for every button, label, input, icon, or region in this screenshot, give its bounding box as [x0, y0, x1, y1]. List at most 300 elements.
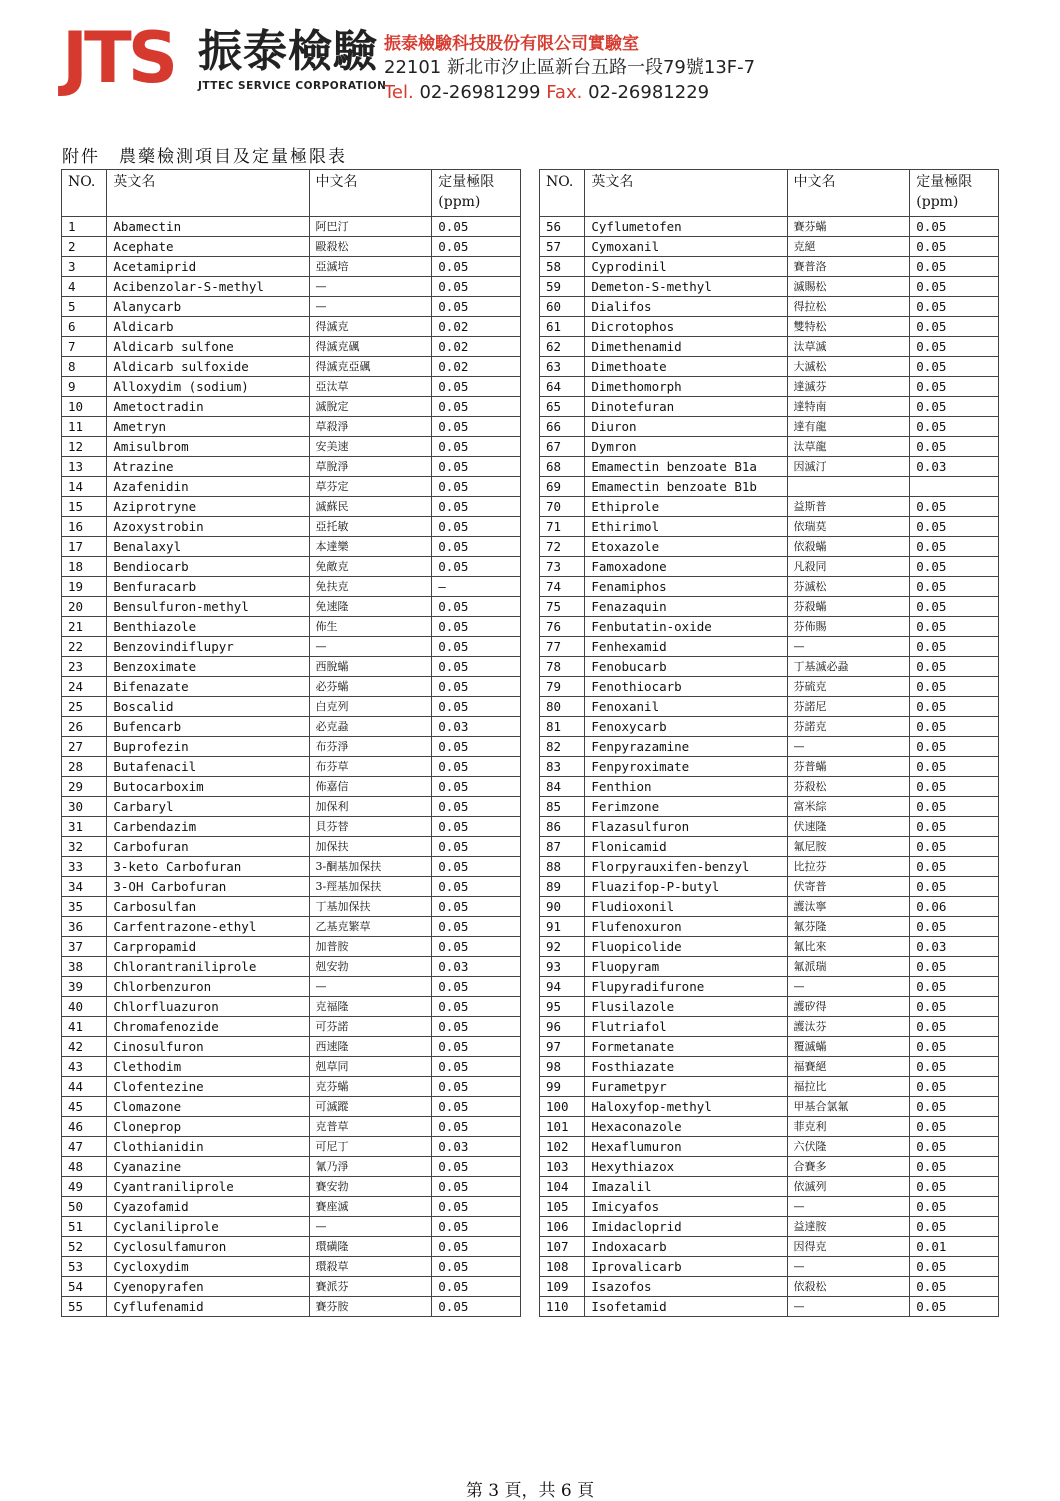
- header-limit-unit: (ppm): [916, 194, 959, 210]
- chinese-name: 亞托敏: [309, 517, 432, 537]
- english-name: Aldicarb sulfone: [107, 337, 309, 357]
- quantitation-limit: 0.05: [432, 617, 521, 637]
- table-row: [540, 257, 999, 277]
- table-row: [540, 477, 999, 497]
- quantitation-limit: 0.05: [910, 397, 999, 417]
- table-row: [62, 597, 521, 617]
- quantitation-limit: 0.05: [910, 1277, 999, 1297]
- row-number: 81: [540, 717, 585, 737]
- table-row: [62, 1237, 521, 1257]
- english-name: Azafenidin: [107, 477, 309, 497]
- header-limit-unit: (ppm): [438, 194, 481, 210]
- quantitation-limit: 0.05: [910, 757, 999, 777]
- chinese-name: 富米綜: [787, 797, 910, 817]
- english-name: Ethiprole: [585, 497, 787, 517]
- english-name: Hexaflumuron: [585, 1137, 787, 1157]
- chinese-name: 益達胺: [787, 1217, 910, 1237]
- row-number: 35: [62, 897, 107, 917]
- row-number: 79: [540, 677, 585, 697]
- quantitation-limit: 0.05: [910, 857, 999, 877]
- quantitation-limit: 0.05: [910, 1117, 999, 1137]
- page-footer: 第 3 頁，共 6 頁: [465, 1481, 595, 1501]
- chinese-name: 得拉松: [787, 297, 910, 317]
- chinese-name: 賽安勃: [309, 1177, 432, 1197]
- english-name: Cinosulfuron: [107, 1037, 309, 1057]
- company-name: 振泰檢驗科技股份有限公司實驗室: [384, 34, 639, 54]
- quantitation-limit: 0.05: [432, 277, 521, 297]
- quantitation-limit: 0.03: [432, 717, 521, 737]
- quantitation-limit: 0.05: [910, 517, 999, 537]
- table-row: [62, 457, 521, 477]
- quantitation-limit: 0.05: [910, 957, 999, 977]
- table-row: [540, 1137, 999, 1157]
- english-name: Fenothiocarb: [585, 677, 787, 697]
- chinese-name: 賽座滅: [309, 1197, 432, 1217]
- english-name: Amisulbrom: [107, 437, 309, 457]
- quantitation-limit: 0.05: [910, 997, 999, 1017]
- english-name: Cyprodinil: [585, 257, 787, 277]
- chinese-name: 覆滅蟎: [787, 1037, 910, 1057]
- table-row: [540, 1197, 999, 1217]
- table-row: [62, 1137, 521, 1157]
- row-number: 68: [540, 457, 585, 477]
- quantitation-limit: 0.03: [432, 1137, 521, 1157]
- chinese-name: 依滅列: [787, 1177, 910, 1197]
- chinese-name: 達特南: [787, 397, 910, 417]
- english-name: Flupyradifurone: [585, 977, 787, 997]
- quantitation-limit: 0.05: [910, 837, 999, 857]
- table-row: [62, 497, 521, 517]
- quantitation-limit: 0.05: [432, 1217, 521, 1237]
- row-number: 13: [62, 457, 107, 477]
- quantitation-limit: 0.05: [432, 1057, 521, 1077]
- english-name: Acetamiprid: [107, 257, 309, 277]
- row-number: 90: [540, 897, 585, 917]
- quantitation-limit: 0.05: [432, 857, 521, 877]
- table-row: [540, 937, 999, 957]
- brand-name-en: JTTEC SERVICE CORPORATION: [198, 80, 387, 92]
- table-row: [62, 1097, 521, 1117]
- row-number: 70: [540, 497, 585, 517]
- english-name: Fenbutatin-oxide: [585, 617, 787, 637]
- quantitation-limit: 0.05: [910, 1177, 999, 1197]
- quantitation-limit: 0.05: [432, 657, 521, 677]
- table-row: [62, 717, 521, 737]
- english-name: Aldicarb: [107, 317, 309, 337]
- english-name: Carbofuran: [107, 837, 309, 857]
- quantitation-limit: 0.05: [910, 257, 999, 277]
- chinese-name: 滅賜松: [787, 277, 910, 297]
- chinese-name: 安美速: [309, 437, 432, 457]
- row-number: 89: [540, 877, 585, 897]
- row-number: 1: [62, 217, 107, 237]
- quantitation-limit: 0.05: [432, 1037, 521, 1057]
- header-no: NO.: [62, 170, 107, 217]
- row-number: 19: [62, 577, 107, 597]
- table-row: [62, 1217, 521, 1237]
- english-name: Carpropamid: [107, 937, 309, 957]
- chinese-name: 佈生: [309, 617, 432, 637]
- table-row: [540, 1177, 999, 1197]
- table-row: [62, 577, 521, 597]
- english-name: Clomazone: [107, 1097, 309, 1117]
- chinese-name: 達有龍: [787, 417, 910, 437]
- table-row: [540, 1277, 999, 1297]
- table-row: [62, 1277, 521, 1297]
- chinese-name: 伏寄普: [787, 877, 910, 897]
- english-name: Cyflumetofen: [585, 217, 787, 237]
- chinese-name: —: [309, 977, 432, 997]
- row-number: 106: [540, 1217, 585, 1237]
- quantitation-limit: 0.05: [432, 837, 521, 857]
- table-body-right: [540, 217, 999, 1317]
- quantitation-limit: 0.02: [432, 357, 521, 377]
- table-row: [62, 217, 521, 237]
- quantitation-limit: 0.05: [910, 297, 999, 317]
- quantitation-limit: 0.05: [910, 977, 999, 997]
- row-number: 24: [62, 677, 107, 697]
- english-name: Cymoxanil: [585, 237, 787, 257]
- table-row: [62, 377, 521, 397]
- quantitation-limit: 0.05: [910, 497, 999, 517]
- row-number: 60: [540, 297, 585, 317]
- fax-number: 02-26981229: [588, 82, 710, 103]
- english-name: Indoxacarb: [585, 1237, 787, 1257]
- table-row: [62, 777, 521, 797]
- quantitation-limit: 0.05: [910, 1197, 999, 1217]
- chinese-name: —: [787, 1257, 910, 1277]
- row-number: 57: [540, 237, 585, 257]
- english-name: Clothianidin: [107, 1137, 309, 1157]
- table-row: [540, 957, 999, 977]
- english-name: Benalaxyl: [107, 537, 309, 557]
- row-number: 94: [540, 977, 585, 997]
- chinese-name: 芬諾克: [787, 717, 910, 737]
- quantitation-limit: 0.05: [910, 417, 999, 437]
- table-header-row: [62, 170, 521, 217]
- row-number: 76: [540, 617, 585, 637]
- table-row: [62, 317, 521, 337]
- chinese-name: 比拉芬: [787, 857, 910, 877]
- row-number: 44: [62, 1077, 107, 1097]
- english-name: Alanycarb: [107, 297, 309, 317]
- quantitation-limit: 0.05: [432, 1097, 521, 1117]
- english-name: Fenpyroximate: [585, 757, 787, 777]
- chinese-name: —: [787, 977, 910, 997]
- chinese-name: 依殺松: [787, 1277, 910, 1297]
- chinese-name: 得滅克: [309, 317, 432, 337]
- row-number: 30: [62, 797, 107, 817]
- quantitation-limit: 0.05: [910, 357, 999, 377]
- quantitation-limit: 0.05: [432, 477, 521, 497]
- table-row: [540, 557, 999, 577]
- row-number: 56: [540, 217, 585, 237]
- quantitation-limit: 0.05: [910, 377, 999, 397]
- quantitation-limit: 0.05: [432, 797, 521, 817]
- quantitation-limit: 0.05: [432, 697, 521, 717]
- row-number: 18: [62, 557, 107, 577]
- row-number: 104: [540, 1177, 585, 1197]
- row-number: 50: [62, 1197, 107, 1217]
- row-number: 52: [62, 1237, 107, 1257]
- row-number: 72: [540, 537, 585, 557]
- chinese-name: —: [309, 1217, 432, 1237]
- english-name: Cyflufenamid: [107, 1297, 309, 1317]
- table-row: [540, 577, 999, 597]
- chinese-name: 甲基合氯氟: [787, 1097, 910, 1117]
- row-number: 110: [540, 1297, 585, 1317]
- brand-name-cn: 振泰檢驗: [198, 26, 378, 77]
- row-number: 82: [540, 737, 585, 757]
- english-name: Fludioxonil: [585, 897, 787, 917]
- row-number: 87: [540, 837, 585, 857]
- quantitation-limit: 0.05: [910, 597, 999, 617]
- table-row: [62, 617, 521, 637]
- english-name: Haloxyfop-methyl: [585, 1097, 787, 1117]
- chinese-name: 克芬蟎: [309, 1077, 432, 1097]
- quantitation-limit: 0.05: [432, 757, 521, 777]
- quantitation-limit: 0.05: [432, 1197, 521, 1217]
- pesticide-table-right: [539, 169, 999, 1317]
- english-name: Azoxystrobin: [107, 517, 309, 537]
- row-number: 59: [540, 277, 585, 297]
- english-name: Iprovalicarb: [585, 1257, 787, 1277]
- row-number: 105: [540, 1197, 585, 1217]
- english-name: Ferimzone: [585, 797, 787, 817]
- table-row: [540, 897, 999, 917]
- english-name: Dicrotophos: [585, 317, 787, 337]
- quantitation-limit: 0.05: [910, 1057, 999, 1077]
- quantitation-limit: 0.05: [910, 777, 999, 797]
- table-row: [62, 857, 521, 877]
- table-row: [62, 1117, 521, 1137]
- row-number: 95: [540, 997, 585, 1017]
- english-name: Cycloxydim: [107, 1257, 309, 1277]
- english-name: Fenoxycarb: [585, 717, 787, 737]
- quantitation-limit: 0.05: [432, 977, 521, 997]
- chinese-name: 剋安勃: [309, 957, 432, 977]
- row-number: 100: [540, 1097, 585, 1117]
- chinese-name: 依殺蟎: [787, 537, 910, 557]
- chinese-name: 芬硫克: [787, 677, 910, 697]
- table-row: [540, 1237, 999, 1257]
- row-number: 20: [62, 597, 107, 617]
- quantitation-limit: 0.05: [910, 1137, 999, 1157]
- quantitation-limit: 0.03: [432, 957, 521, 977]
- row-number: 69: [540, 477, 585, 497]
- english-name: Dimethomorph: [585, 377, 787, 397]
- quantitation-limit: 0.05: [432, 557, 521, 577]
- english-name: Fluazifop-P-butyl: [585, 877, 787, 897]
- english-name: Bifenazate: [107, 677, 309, 697]
- row-number: 27: [62, 737, 107, 757]
- row-number: 16: [62, 517, 107, 537]
- chinese-name: 西速隆: [309, 1037, 432, 1057]
- company-address: 22101 新北市汐止區新台五路一段79號13F-7: [384, 57, 756, 78]
- row-number: 29: [62, 777, 107, 797]
- table-row: [540, 277, 999, 297]
- row-number: 9: [62, 377, 107, 397]
- row-number: 101: [540, 1117, 585, 1137]
- row-number: 6: [62, 317, 107, 337]
- row-number: 33: [62, 857, 107, 877]
- quantitation-limit: 0.05: [910, 337, 999, 357]
- english-name: Dialifos: [585, 297, 787, 317]
- table-row: [62, 797, 521, 817]
- quantitation-limit: 0.05: [910, 677, 999, 697]
- chinese-name: 草殺淨: [309, 417, 432, 437]
- table-row: [540, 217, 999, 237]
- chinese-name: 氰乃淨: [309, 1157, 432, 1177]
- chinese-name: 雙特松: [787, 317, 910, 337]
- quantitation-limit: 0.05: [910, 577, 999, 597]
- quantitation-limit: 0.05: [432, 517, 521, 537]
- quantitation-limit: 0.05: [432, 997, 521, 1017]
- table-row: [62, 1017, 521, 1037]
- quantitation-limit: 0.05: [910, 797, 999, 817]
- english-name: Imidacloprid: [585, 1217, 787, 1237]
- english-name: Chlorbenzuron: [107, 977, 309, 997]
- quantitation-limit: 0.05: [432, 1117, 521, 1137]
- table-row: [62, 917, 521, 937]
- quantitation-limit: 0.05: [910, 737, 999, 757]
- quantitation-limit: 0.05: [432, 777, 521, 797]
- english-name: Chromafenozide: [107, 1017, 309, 1037]
- chinese-name: 因滅汀: [787, 457, 910, 477]
- english-name: Butocarboxim: [107, 777, 309, 797]
- chinese-name: 免扶克: [309, 577, 432, 597]
- chinese-name: 3-羥基加保扶: [309, 877, 432, 897]
- table-row: [540, 717, 999, 737]
- english-name: Dimethenamid: [585, 337, 787, 357]
- row-number: 17: [62, 537, 107, 557]
- table-row: [62, 257, 521, 277]
- chinese-name: 亞滅培: [309, 257, 432, 277]
- english-name: Fenobucarb: [585, 657, 787, 677]
- chinese-name: 可芬諾: [309, 1017, 432, 1037]
- english-name: Bufencarb: [107, 717, 309, 737]
- table-row: [540, 1117, 999, 1137]
- english-name: Carbaryl: [107, 797, 309, 817]
- english-name: Benzovindiflupyr: [107, 637, 309, 657]
- english-name: Formetanate: [585, 1037, 787, 1057]
- english-name: Benzoximate: [107, 657, 309, 677]
- chinese-name: 芬諾尼: [787, 697, 910, 717]
- quantitation-limit: 0.05: [432, 417, 521, 437]
- chinese-name: 氟尼胺: [787, 837, 910, 857]
- header-limit: [432, 170, 521, 217]
- row-number: 91: [540, 917, 585, 937]
- chinese-name: 必芬蟎: [309, 677, 432, 697]
- table-row: [62, 657, 521, 677]
- row-number: 49: [62, 1177, 107, 1197]
- quantitation-limit: 0.05: [910, 1297, 999, 1317]
- quantitation-limit: 0.05: [432, 597, 521, 617]
- fax-label: Fax.: [546, 82, 583, 103]
- quantitation-limit: 0.05: [910, 237, 999, 257]
- chinese-name: —: [787, 637, 910, 657]
- row-number: 93: [540, 957, 585, 977]
- row-number: 99: [540, 1077, 585, 1097]
- quantitation-limit: 0.05: [432, 457, 521, 477]
- english-name: Imazalil: [585, 1177, 787, 1197]
- table-row: [62, 1157, 521, 1177]
- row-number: 73: [540, 557, 585, 577]
- row-number: 61: [540, 317, 585, 337]
- english-name: Aziprotryne: [107, 497, 309, 517]
- chinese-name: 西脫蟎: [309, 657, 432, 677]
- header-english-name: 英文名: [585, 170, 787, 217]
- row-number: 71: [540, 517, 585, 537]
- row-number: 78: [540, 657, 585, 677]
- quantitation-limit: 0.05: [910, 317, 999, 337]
- row-number: 64: [540, 377, 585, 397]
- chinese-name: 白克列: [309, 697, 432, 717]
- quantitation-limit: 0.05: [432, 217, 521, 237]
- quantitation-limit: 0.05: [432, 1297, 521, 1317]
- row-number: 103: [540, 1157, 585, 1177]
- chinese-name: 因得克: [787, 1237, 910, 1257]
- table-header-row: [540, 170, 999, 217]
- quantitation-limit: 0.02: [432, 337, 521, 357]
- quantitation-limit: [910, 477, 999, 497]
- chinese-name: 氟比來: [787, 937, 910, 957]
- table-row: [62, 1297, 521, 1317]
- english-name: Cyenopyrafen: [107, 1277, 309, 1297]
- english-name: Fluopyram: [585, 957, 787, 977]
- row-number: 55: [62, 1297, 107, 1317]
- english-name: Flonicamid: [585, 837, 787, 857]
- table-row: [540, 777, 999, 797]
- row-number: 75: [540, 597, 585, 617]
- english-name: Fenpyrazamine: [585, 737, 787, 757]
- table-row: [540, 997, 999, 1017]
- english-name: 3-OH Carbofuran: [107, 877, 309, 897]
- chinese-name: 合賽多: [787, 1157, 910, 1177]
- english-name: Acibenzolar-S-methyl: [107, 277, 309, 297]
- chinese-name: 汰草滅: [787, 337, 910, 357]
- table-row: [62, 417, 521, 437]
- english-name: Chlorantraniliprole: [107, 957, 309, 977]
- table-row: [62, 757, 521, 777]
- chinese-name: —: [787, 1197, 910, 1217]
- chinese-name: 佈嘉信: [309, 777, 432, 797]
- chinese-name: 克普草: [309, 1117, 432, 1137]
- row-number: 109: [540, 1277, 585, 1297]
- english-name: Fenazaquin: [585, 597, 787, 617]
- table-row: [540, 1297, 999, 1317]
- table-row: [540, 1037, 999, 1057]
- table-row: [62, 737, 521, 757]
- table-row: [62, 437, 521, 457]
- quantitation-limit: 0.05: [432, 1157, 521, 1177]
- quantitation-limit: 0.05: [910, 717, 999, 737]
- english-name: Bendiocarb: [107, 557, 309, 577]
- row-number: 96: [540, 1017, 585, 1037]
- chinese-name: 賽普洛: [787, 257, 910, 277]
- row-number: 63: [540, 357, 585, 377]
- quantitation-limit: 0.05: [910, 817, 999, 837]
- english-name: Bensulfuron-methyl: [107, 597, 309, 617]
- row-number: 36: [62, 917, 107, 937]
- chinese-name: 乙基克繁草: [309, 917, 432, 937]
- table-row: [540, 397, 999, 417]
- row-number: 22: [62, 637, 107, 657]
- row-number: 58: [540, 257, 585, 277]
- chinese-name: —: [309, 277, 432, 297]
- quantitation-limit: 0.01: [910, 1237, 999, 1257]
- table-row: [540, 917, 999, 937]
